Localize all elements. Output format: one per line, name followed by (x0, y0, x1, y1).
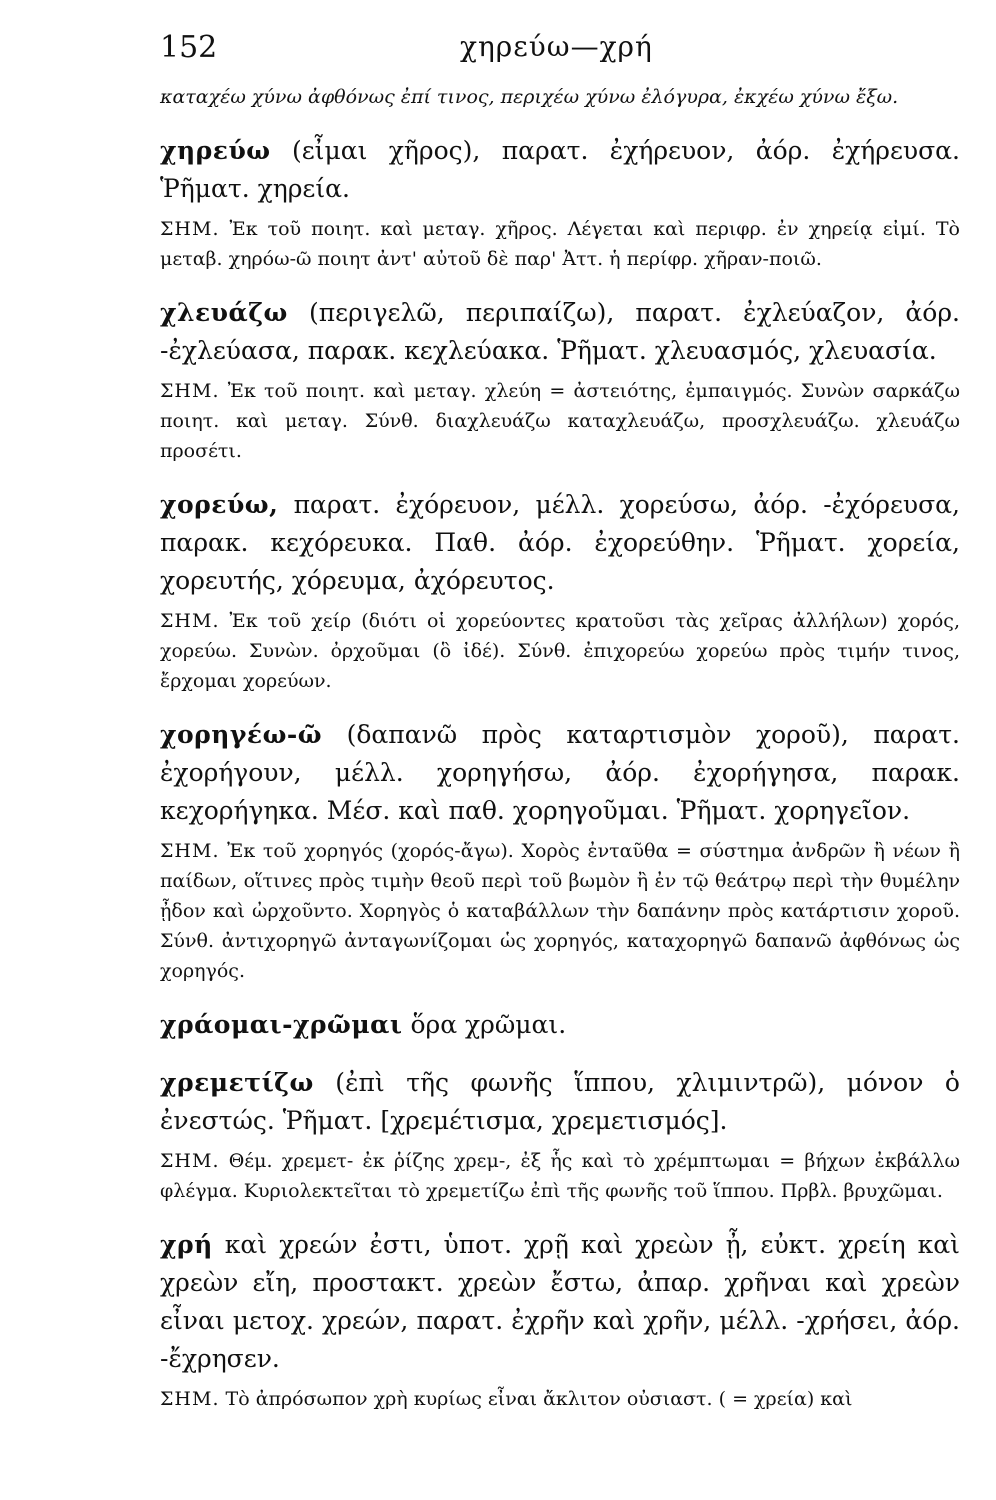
headword: χορηγέω-ῶ (160, 720, 323, 749)
entry-chraomai (160, 1006, 960, 1044)
headword: χρεμετίζω (160, 1068, 314, 1097)
note-text: Ἐκ τοῦ ποιητ. καὶ μεταγ. χλεύη = ἀστειότης, ἐμπαιγμός. Συνὼν σαρκάζω ποιητ. καὶ μεταγ. Σύνθ. διαχλευάζω καταχλευάζω, προσχλευάζω. χλευάζω προσέτι. (160, 380, 960, 462)
entry-chremetizo (160, 1064, 960, 1206)
note-label: ΣΗΜ. (160, 1150, 220, 1172)
entry-note (160, 1384, 960, 1414)
entry-text: καὶ χρεών ἐστι, ὑποτ. χρῇ καὶ χρεὼν ᾖ, εὐκτ. χρείη καὶ χρεὼν εἴη, προστακτ. χρεὼν ἔστω, ἀπαρ. χρῆναι καὶ χρεὼν εἶναι μετοχ. χρεών, παρατ. ἐχρῆν καὶ χρῆν, μέλλ. -χρήσει, ἀόρ. -ἔχρησεν. (160, 1230, 960, 1373)
page-number: 152 (160, 30, 218, 65)
entry-main (160, 1064, 960, 1140)
note-label: ΣΗΜ. (160, 610, 220, 632)
continuation-line: καταχέω χύνω ἀφθόνως ἐπί τινος, περιχέω χύνω ἐλόγυρα, ἐκχέω χύνω ἔξω. (160, 86, 899, 108)
note-label: ΣΗΜ. (160, 840, 220, 862)
entry-choreuo (160, 486, 960, 696)
note-label: ΣΗΜ. (160, 1388, 220, 1410)
note-text: Ἐκ τοῦ χορηγός (χορός-ἄγω). Χορὸς ἐνταῦθα = σύστημα ἀνδρῶν ἢ νέων ἢ παίδων, οἵτινες πρὸς τιμὴν θεοῦ περὶ τοῦ βωμὸν ἢ ἐν τῷ θεάτρῳ περὶ τὴν θυμέλην ᾖδον καὶ ὠρχοῦντο. Χορηγὸς ὁ καταβάλλων τὴν δαπάνην πρὸς κατάρτισιν χοροῦ. Σύνθ. ἀντιχορηγῶ ἀνταγωνίζομαι ὡς χορηγός, καταχορηγῶ δαπανῶ ἀφθόνως ὡς χορηγός. (160, 840, 960, 982)
note-text: Ἐκ τοῦ χείρ (διότι οἱ χορεύοντες κρατοῦσι τὰς χεῖρας ἀλλήλων) χορός, χορεύω. Συνὼν. ὀρχοῦμαι (ὃ ἰδέ). Σύνθ. ἐπιχορεύω χορεύω πρὸς τιμήν τινος, ἔρχομαι χορεύων. (160, 610, 960, 692)
headword: χλευάζω (160, 298, 288, 327)
entry-main (160, 294, 960, 370)
entry-note (160, 606, 960, 696)
entry-note (160, 214, 960, 274)
entry-main (160, 132, 960, 208)
text-block (160, 82, 960, 1414)
entry-main (160, 1006, 960, 1044)
entry-chri (160, 1226, 960, 1414)
entry-chireuo (160, 132, 960, 274)
running-head: χηρεύω—χρή (460, 30, 653, 63)
entry-note (160, 1146, 960, 1206)
headword: χράομαι-χρῶμαι (160, 1010, 403, 1039)
entry-chorigeo (160, 716, 960, 986)
note-label: ΣΗΜ. (160, 380, 220, 402)
entry-main (160, 716, 960, 830)
entry-text: (περιγελῶ, περιπαίζω), παρατ. ἐχλεύαζον, ἀόρ. -ἐχλεύασα, παρακ. κεχλεύακα. Ῥῆματ. χλευασμός, χλευασία. (160, 298, 960, 365)
entry-text: (δαπανῶ πρὸς καταρτισμὸν χοροῦ), παρατ. ἐχορήγουν, μέλλ. χορηγήσω, ἀόρ. ἐχορήγησα, παρακ. κεχορήγηκα. Μέσ. καὶ παθ. χορηγοῦμαι. Ῥῆματ. χορηγεῖον. (160, 720, 960, 825)
headword: χηρεύω (160, 136, 271, 165)
entry-note (160, 376, 960, 466)
entry-text: ὅρα χρῶμαι. (402, 1010, 567, 1039)
page-header (160, 22, 956, 72)
entry-text: (ἐπὶ τῆς φωνῆς ἵππου, χλιμιντρῶ), μόνον ὁ ἐνεστώς. Ῥῆματ. [χρεμέτισμα, χρεμετισμός]. (160, 1068, 960, 1135)
headword: χορεύω, (160, 490, 279, 519)
entry-text: παρατ. ἐχόρευον, μέλλ. χορεύσω, ἀόρ. -ἐχόρευσα, παρακ. κεχόρευκα. Παθ. ἀόρ. ἐχορεύθην. Ῥῆματ. χορεία, χορευτής, χόρευμα, ἀχόρευτος. (160, 490, 960, 595)
entry-chleuazo (160, 294, 960, 466)
note-text: Θέμ. χρεμετ- ἐκ ῥίζης χρεμ-, ἐξ ἧς καὶ τὸ χρέμπτωμαι = βήχων ἐκβάλλω φλέγμα. Κυριολεκτεῖται τὸ χρεμετίζω ἐπὶ τῆς φωνῆς τοῦ ἵππου. Πρβλ. βρυχῶμαι. (160, 1150, 960, 1202)
headword: χρή (160, 1230, 213, 1259)
note-label: ΣΗΜ. (160, 218, 220, 240)
note-text: Ἐκ τοῦ ποιητ. καὶ μεταγ. χῆρος. Λέγεται καὶ περιφρ. ἐν χηρείᾳ εἰμί. Τὸ μεταβ. χηρόω-ῶ ποιητ ἀντ' αὐτοῦ δὲ παρ' Ἀττ. ἡ περίφρ. χῆραν-ποιῶ. (160, 218, 960, 270)
entry-main (160, 1226, 960, 1378)
entry-main (160, 486, 960, 600)
note-text: Τὸ ἀπρόσωπον χρὴ κυρίως εἶναι ἄκλιτον οὐσιαστ. ( = χρεία) καὶ (219, 1388, 853, 1410)
entry-text: (εἶμαι χῆρος), παρατ. ἐχήρευον, ἀόρ. ἐχήρευσα. Ῥῆματ. χηρεία. (160, 136, 960, 203)
entry-note (160, 836, 960, 986)
